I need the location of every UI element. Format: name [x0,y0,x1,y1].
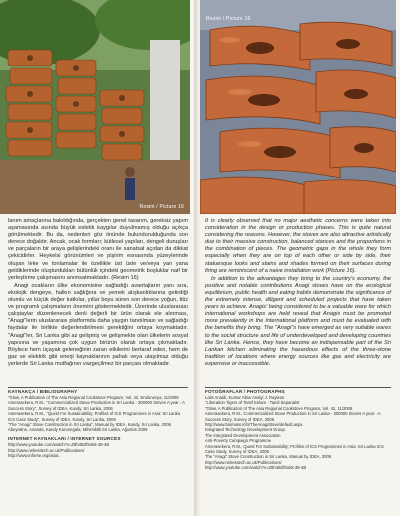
right-photo-caption: Resim / Picture 16 [206,16,251,22]
photo-credit-item: Amerasekera, R.M., Commercialized Stove Production in Sri Lanka - 300000 Stoves A year - A Success Story, Survey of IDEA, 2006 [205,411,381,422]
photo-credit-item[interactable]: http://www.biomass.info/TheAnagiStove/default.aspx [205,422,303,428]
photo-credit-item: Anti-Poverty Campaign Programme [205,438,272,444]
bibliography-heading: KAYNAKÇA / BIBLIOGRAPHY [8,388,78,394]
stove-stacks-illustration [0,0,190,214]
stove-closeup-photo [200,0,396,214]
stove-closeup-illustration [200,0,396,214]
photo-credit-item[interactable]: http://www.rwhesitech.ac.uk/Publications/ [205,459,282,465]
english-paragraph-2: In addition to the advantages they bring to the country's economy, the positive and notable contributions Anagi stoves have on the ecological equilibrium, public health and eating habits demonstrate the significance of the extremely intense, diligent and scheduled projects that have taken years to achieve. Anagis' being considered to be a valuable ware for which international workshops are held reveal that Anagis must be promoted more prevalently in the international platform and must be evaluated with the benefits they bring. The "Anagi"s have emerged as very suitable wares to the social structure and life of underdeveloped and developing countries like Sri Lanka. Hence, they have become an indispensable part of the Sri Lankan kitchen eliminating the hazardous effects of the three-stone tradition of locations where energy sources like gas and electricity are expensive or inaccessible. [205,275,391,367]
bibliography-item: Abeyratne, Ananda, Kandy Kurunegala, Mihimikitli Sri Lanka, Ağustos 2009 [8,427,148,433]
bibliography-item: Amerasekera, R.M., "Quest For Sustainability; Profiles of ICS Programmes in Asia: Sri Lanka ICS Case Study", Survey of IDEA, Kandy, Sri Lanka, 2006 [8,411,181,422]
photographs-heading: FOTOĞRAFLAR / PHOTOGRAPHS [205,388,285,394]
turkish-paragraph-2: Anagi ocakların ülke ekonomisine sağladığı avantajların yanı sıra, ekolojik dengeye, halkın sağlığına ve yemek alışkanlıklarına getirdiği olumlu ve küçük değer katkılar, yıllar boyu süren son derece yoğun, titiz ve programlı çalışmaların önemini göstermektedir. Üzerinde uluslararası çalıştaylar düzenlenecek denli değerli bir ürün olarak ele alınması, "Anagi"lerin uluslararası platformda daha yaygın tanıtılması ve sağladığı faydalar ile birlikte değerlendirilmesi gerektiğini ortaya koymaktadır. "Anagi"ler, Sri Lanka gibi az gelişmiş ve gelişmekte olan ülkelerin sosyal yapısına ve yaşamına çok uygun birürün olarak ortaya çıkmaktadır. Böylece hem üçayak geleneğinin zararı etkilerini bertaraf eden, hem de gaz ve elektrik gibi enerji kaynaklarının pahalı veya ulaşılmaz olduğu yerlerde Sri Lanka mutfağının vazgeçilmez bir parçası olmaktadır. [8,282,188,367]
photo-credit-item: The Integrated Development Association [205,432,281,438]
left-photo-caption: Resim / Picture 16 [139,204,184,210]
internet-sources-heading: INTERNET KAYNAKLARI / INTERNET SOURCES [8,435,121,441]
photo-credit-item: "Glow, A Publication of The Asia Regional Cookstove Program, Vol. 42, 11/2008 [205,405,353,411]
photo-credit-item: Integrated Technology Development Group [205,427,285,433]
english-paragraph-1: It is clearly observed that no major aesthetic concerns were taken into consideration in the design or production phases. This is quite natural considering the reasons. However, the stoves are also attractive artistically due to their massive construction, balanced stances and the proportions in the combination of pieces. The geometric gaps in the whole they form especially when they are on top of each other or side by side, their statuesque looks and stains and shades formed on their surfaces during firing are reminiscent of a naive installation work (Picture 16). [205,218,391,274]
photo-credit-item[interactable]: http://www.youtube.com/watch?v=Z8h4B2fSokk-36-4B [205,465,307,471]
photo-credit-item: "Liberation Tigers of Tamil Eelam - Tamil Separatist [205,400,300,406]
internet-source-link[interactable]: http://www.inforse.org/asia/.. [8,453,61,459]
bibliography-item: Amerasekera, R.M., "Commercialized Stove Production in Sri Lanka - 300000 Stoves A year - A Success Story", Survey of IDEA, Kandy, Sri Lanka, 2006 [8,400,185,411]
photographs-block [205,387,391,471]
photo-credit-item: Lalis Analdi, Kumar Allan Analyi J. Rayleon [205,395,285,400]
turkish-text-column [8,218,188,369]
bibliography-block [8,387,188,458]
bibliography-item: "The "Anagi" Stove Construction in Sri Lanka", Manual by IDEA, Kandy, Sri Lanka, 2006 [8,422,171,428]
photographs-rule [205,387,391,388]
bibliography-rule [8,387,188,388]
english-text-column [205,218,391,369]
photo-credit-item: The "Anagi" Stove Construction in Sri Lanka, Manual by IDEA, 2006 [205,454,332,460]
turkish-paragraph-1: lanım amaçlarına bakıldığında, gerçekten genel tasarım, gereksiz yapım aşamasında asında büyük estetik kaygılar duyulmamış olduğu açıkça görülmektedir. Bu da, nedenleri göz önünde bulundurulduğunda son derece doğaldır. Ancak, ocak formları; kütlesel yapıları, dengeli duruşları ve parçaların bir araya gelişlerindeki oranı ile sanatsal açıdan da dikkat çekicidirler. Heykelsi görünümleri ve pişirim esnasında yüzeylerinde oluşan leke ve tonlamalar ile özellikle üst üste ve/veya yan yana geldiklerinde oluşturdukları bütünlük içindeki geometrik boşluklar naif bir yerleştirme çalışmasını anımsatmaktadır. (Resim 16) [8,218,188,281]
internet-source-link[interactable]: http://www.rwhesitech.ac.uk/Publications/ [8,447,85,453]
photo-credit-item: Amerasekera, R.M., Quest For Sustainability; Profiles of ICS Programmes in Asia: Sri Lanka ICS Case Study, Survey of IDEA, 2006 [205,443,384,455]
bibliography-item: "Glow, A Publication of The Asia Regional Cookstove Program, Vol. 42, Endonezya, 11/2008 [8,395,179,400]
internet-source-link[interactable]: http://www.youtube.com/watch?v=Z8h4B2fSokk-36-4B [8,442,110,448]
stove-stacks-photo [0,0,190,214]
